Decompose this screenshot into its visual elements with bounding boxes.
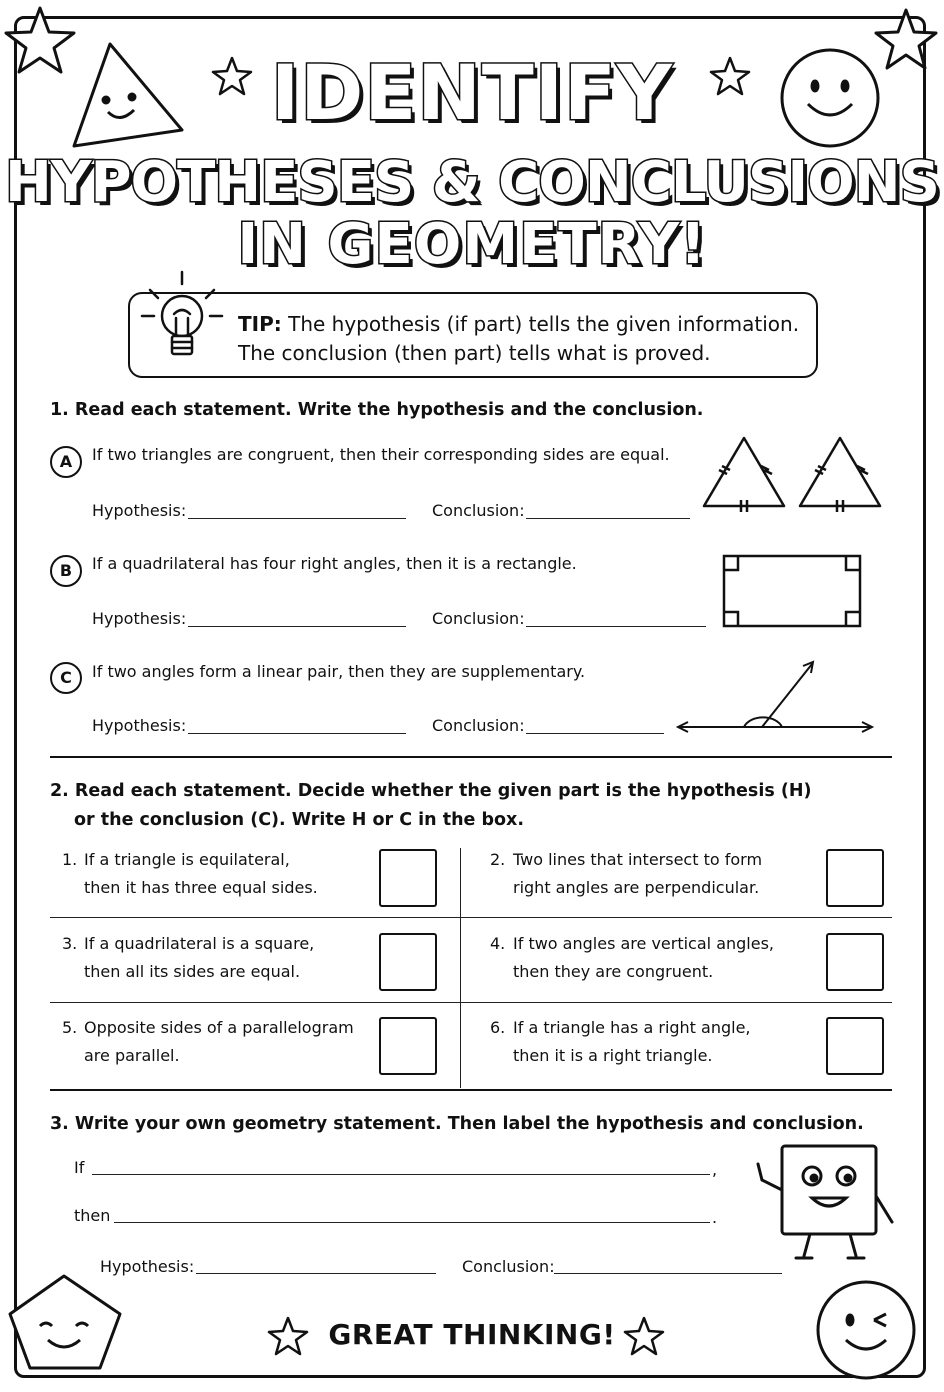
if-label: If xyxy=(74,1158,85,1177)
title-line-2: HYPOTHESES & CONCLUSIONS xyxy=(5,150,939,215)
item-3-line-1: If a quadrilateral is a square, xyxy=(84,934,315,953)
item-letter-a: A xyxy=(50,446,82,478)
tip-label: TIP: xyxy=(238,312,282,336)
item-number-4: 4. xyxy=(490,934,506,953)
hypothesis-answer-line-b[interactable] xyxy=(188,626,406,627)
conclusion-answer-line-a[interactable] xyxy=(526,518,690,519)
section-3-heading: 3. Write your own geometry statement. Then label the hypothesis and conclusion. xyxy=(50,1114,864,1134)
grid-divider-row-1 xyxy=(50,917,892,918)
footer-message: GREAT THINKING! xyxy=(328,1318,616,1351)
item-text-4 xyxy=(513,930,774,986)
item-1-line-2: then it has three equal sides. xyxy=(84,878,318,897)
item-number-5: 5. xyxy=(62,1018,78,1037)
item-6-line-2: then it is a right triangle. xyxy=(513,1046,713,1065)
item-3-line-2: then all its sides are equal. xyxy=(84,962,301,981)
grid-divider-row-2 xyxy=(50,1002,892,1003)
conclusion-label-b: Conclusion: xyxy=(432,609,525,628)
square-character-icon xyxy=(758,1146,892,1258)
answer-box-5[interactable] xyxy=(379,1017,437,1075)
conclusion-label-own: Conclusion: xyxy=(462,1257,555,1276)
answer-box-1[interactable] xyxy=(379,849,437,907)
title-line-1: IDENTIFY xyxy=(271,48,673,137)
item-4-line-1: If two angles are vertical angles, xyxy=(513,934,774,953)
item-2-line-1: Two lines that intersect to form xyxy=(513,850,763,869)
item-5-line-2: are parallel. xyxy=(84,1046,180,1065)
item-text-2 xyxy=(513,846,762,902)
hypothesis-answer-line-own[interactable] xyxy=(196,1273,436,1274)
answer-box-4[interactable] xyxy=(826,933,884,991)
then-label: then xyxy=(74,1206,111,1225)
item-text-3 xyxy=(84,930,314,986)
conclusion-answer-line-b[interactable] xyxy=(526,626,706,627)
tip-line-1: The hypothesis (if part) tells the given information. xyxy=(288,312,800,336)
answer-box-3[interactable] xyxy=(379,933,437,991)
congruent-triangles-icon xyxy=(704,438,880,512)
item-text-1 xyxy=(84,846,318,902)
if-comma: , xyxy=(712,1160,718,1179)
item-5-line-1: Opposite sides of a parallelogram xyxy=(84,1018,354,1037)
statement-a: If two triangles are congruent, then their corresponding sides are equal. xyxy=(92,445,670,464)
item-number-1: 1. xyxy=(62,850,78,869)
section-2-heading-line-1: 2. Read each statement. Decide whether the given part is the hypothesis (H) xyxy=(50,781,812,801)
hypothesis-label-b: Hypothesis: xyxy=(92,609,187,628)
item-4-line-2: then they are congruent. xyxy=(513,962,714,981)
hypothesis-answer-line-c[interactable] xyxy=(188,733,406,734)
grid-divider-vertical xyxy=(460,848,461,1088)
hypothesis-label-a: Hypothesis: xyxy=(92,501,187,520)
item-number-6: 6. xyxy=(490,1018,506,1037)
item-text-6 xyxy=(513,1014,751,1070)
item-letter-c: C xyxy=(50,662,82,694)
tip-text xyxy=(238,310,799,368)
item-letter-b: B xyxy=(50,555,82,587)
item-6-line-1: If a triangle has a right angle, xyxy=(513,1018,751,1037)
tip-line-2: The conclusion (then part) tells what is proved. xyxy=(238,341,711,365)
answer-box-6[interactable] xyxy=(826,1017,884,1075)
rectangle-icon xyxy=(724,556,860,626)
section-1-heading: 1. Read each statement. Write the hypothesis and the conclusion. xyxy=(50,400,704,420)
answer-box-2[interactable] xyxy=(826,849,884,907)
hypothesis-label-own: Hypothesis: xyxy=(100,1257,195,1276)
linear-pair-icon xyxy=(678,662,872,732)
hypothesis-label-c: Hypothesis: xyxy=(92,716,187,735)
if-answer-line[interactable] xyxy=(92,1174,710,1175)
section-divider xyxy=(50,1089,892,1091)
section-divider xyxy=(50,756,892,758)
item-1-line-1: If a triangle is equilateral, xyxy=(84,850,290,869)
then-period: . xyxy=(712,1208,718,1227)
item-number-2: 2. xyxy=(490,850,506,869)
conclusion-answer-line-c[interactable] xyxy=(526,733,664,734)
statement-b: If a quadrilateral has four right angles, then it is a rectangle. xyxy=(92,554,577,573)
item-2-line-2: right angles are perpendicular. xyxy=(513,878,760,897)
hypothesis-answer-line-a[interactable] xyxy=(188,518,406,519)
conclusion-answer-line-own[interactable] xyxy=(554,1273,782,1274)
title-line-3: IN GEOMETRY! xyxy=(237,212,707,277)
then-answer-line[interactable] xyxy=(114,1222,710,1223)
conclusion-label-a: Conclusion: xyxy=(432,501,525,520)
section-2-heading-line-2: or the conclusion (C). Write H or C in the box. xyxy=(74,810,524,830)
statement-c: If two angles form a linear pair, then they are supplementary. xyxy=(92,662,586,681)
item-number-3: 3. xyxy=(62,934,78,953)
item-text-5 xyxy=(84,1014,354,1070)
conclusion-label-c: Conclusion: xyxy=(432,716,525,735)
